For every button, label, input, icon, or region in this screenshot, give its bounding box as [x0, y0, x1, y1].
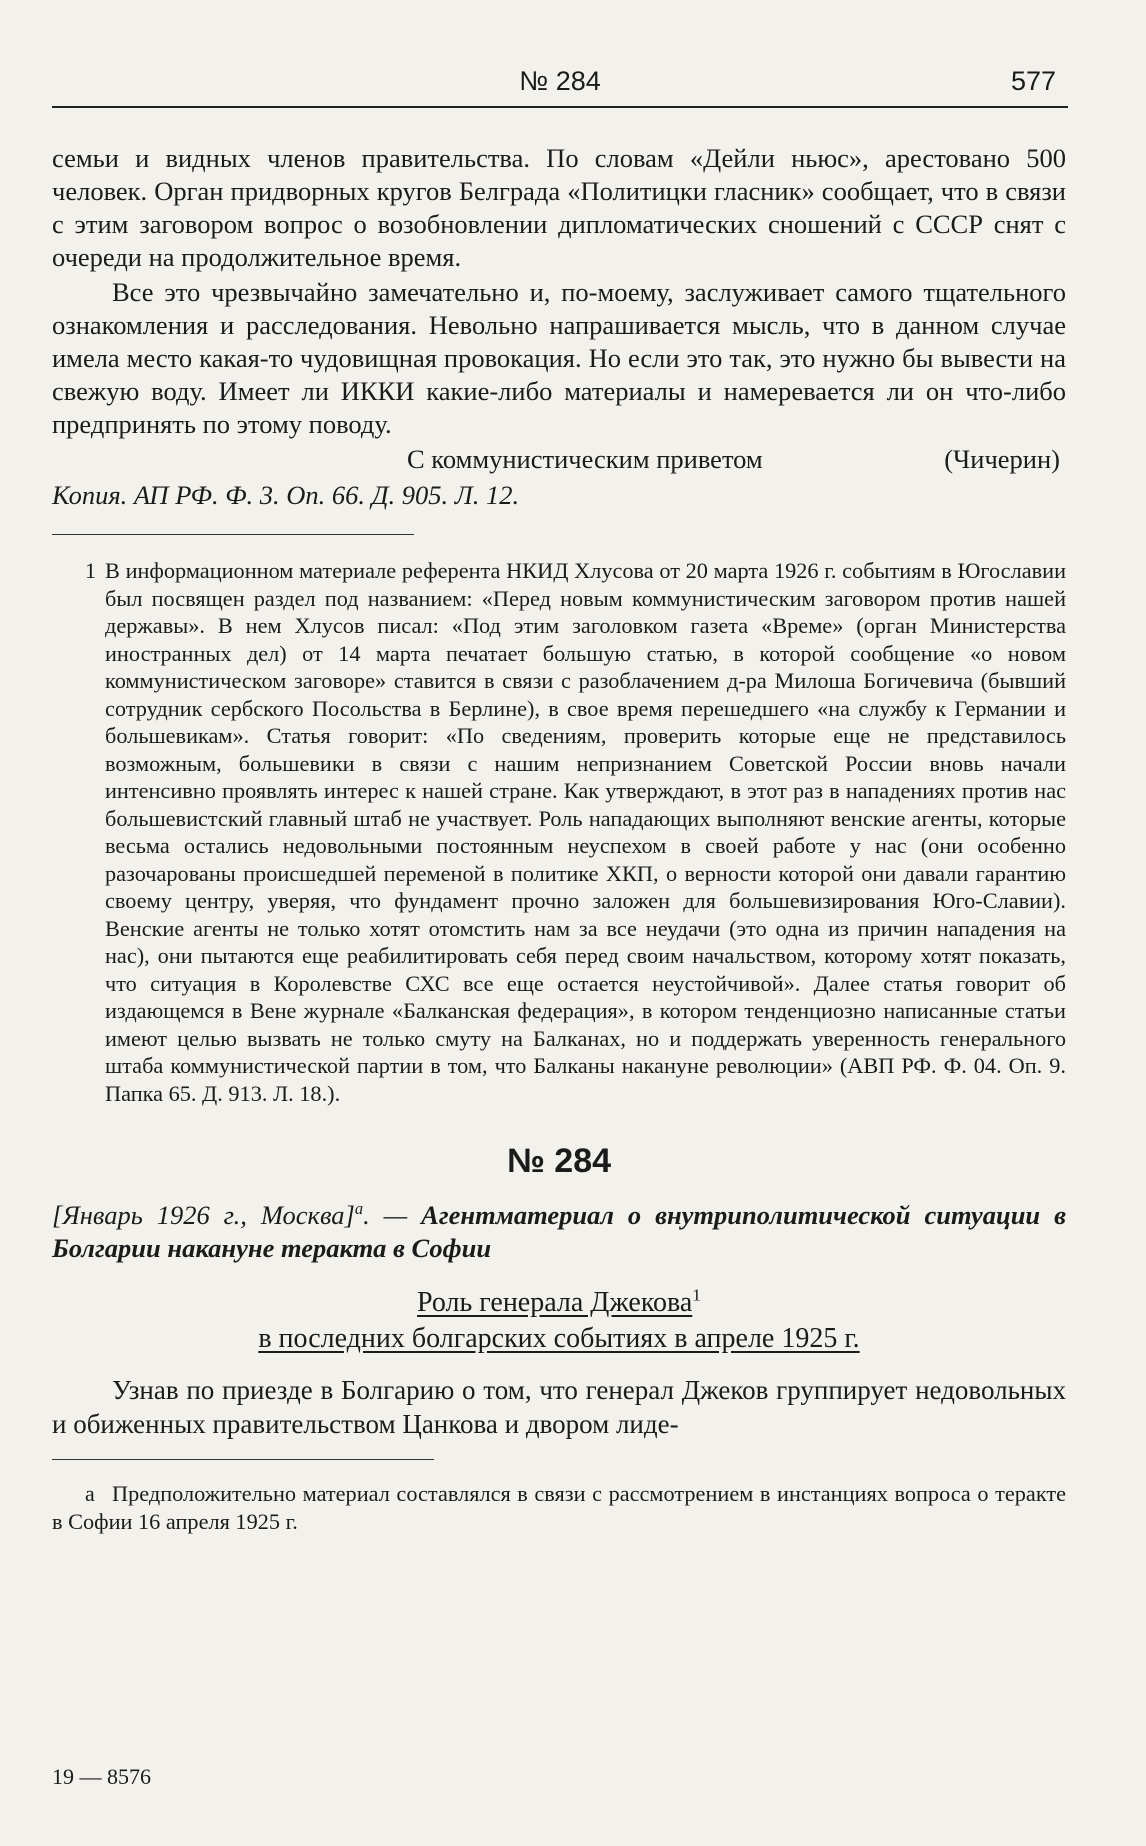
footnote-divider — [52, 534, 414, 535]
footnote-1-text: В информационном материале референта НКИД Хлусова от 20 марта 1926 г. событиям в Югославии был посвящен раздел под названием: «Перед новым коммунистическим заговором против нашей державы». В нем Хлусов писал: «Под этим заголовком газета «Време» (орган Министерства иностранных дел) от 14 марта печатает большую статью, в которой сообщение «о новом коммунистическом заговоре» ставится в связи с разоблачением д-ра Милоша Богичевича (бывший сотрудник сербского Посольства в Берлине), в свое время перешедшего «на службу к Германии и большевикам». Статья говорит: «По сведениям, проверить которые еще не представилось возможным, большевики в связи с нашим непризнанием Советской России вновь начали интенсивно проявлять интерес к нашей стране. Как утверждают, в этот раз в нападениях против нас большевистский главный штаб не участвует. Роль нападающих выполняют венские агенты, которые весьма остались недовольными постоянным неуспехом в своей работе у нас (они особенно разочарованы происшедшей переменой в политике ХКП, о верности которой они давали гарантию своему центру, уверяя, что фундамент прочно заложен для большевизирования Юго-Славии). Венские агенты не только хотят отомстить нам за все неудачи (это одна из причин нападения на нас), они пытаются еще реабилитировать себя перед своим начальством, которому хотят показать, что ситуация в Королевстве СХС все еще остается неустойчивой». Далее статья говорит об издающемся в Вене журнале «Балканская федерация», в котором тенденциозно написанные статьи имеют целью вызвать не только смуту на Балканах, но и поддержать уверенность генерального штаба коммунистической партии в том, что Балканы накануне революции» (АВП РФ. Ф. 04. Оп. 9. Папка 65. Д. 913. Л. 18.). — [105, 558, 1066, 1106]
subheading-line-1: Роль генерала Джекова — [417, 1287, 693, 1318]
document-description: Агентматериал о внутриполитической ситуации в Болгарии накануне теракта в Софии — [52, 1200, 1066, 1263]
document-date-place: [Январь 1926 г., Москва] — [52, 1200, 355, 1230]
document-number-heading: № 284 — [506, 1142, 612, 1180]
document-date-footnote-marker: а — [354, 1199, 364, 1219]
footnote-divider-2 — [52, 1459, 434, 1460]
footnote-a-text: Предположительно материал составлялся в связи с рассмотрением в инстанциях вопроса о теракте в Софии 16 апреля 1925 г. — [52, 1481, 1066, 1534]
subheading-line-2: в последних болгарских событиях в апреле 1925 г. — [258, 1323, 860, 1354]
footnote-1 — [52, 557, 1066, 1107]
subheading-footnote-marker: 1 — [692, 1285, 701, 1305]
paragraph-document-start: Узнав по приезде в Болгарию о том, что генерал Джеков группирует недовольных и обиженных правительством Цанкова и двором лиде- — [52, 1375, 1066, 1439]
closing-greeting: С коммунистическим приветом — [407, 444, 763, 474]
footnote-a-marker: а — [85, 1481, 95, 1506]
footnote-a — [52, 1480, 1066, 1535]
document-title-separator: . — — [363, 1200, 422, 1230]
page-number: 577 — [1010, 66, 1056, 96]
main-text-block — [52, 142, 1066, 1535]
section-subheading — [52, 1285, 1066, 1357]
archive-reference: Копия. АП РФ. Ф. 3. Оп. 66. Д. 905. Л. 12. — [52, 480, 520, 510]
document-title — [52, 1199, 1066, 1265]
running-doc-number: № 284 — [519, 66, 601, 96]
footnote-1-marker: 1 — [85, 558, 96, 583]
running-header — [52, 60, 1068, 108]
printer-signature-mark: 19 — 8576 — [52, 1764, 151, 1789]
signature-line — [52, 443, 1066, 477]
signer-name: (Чичерин) — [944, 444, 1060, 474]
paragraph-letter-body: Все это чрезвычайно замечательно и, по-моему, заслуживает самого тщательного ознакомления и расследования. Невольно напрашивается мысль, что в данном случае имела место какая-то чудовищная провокация. Но если это так, это нужно бы вывести на свежую воду. Имеет ли ИККИ какие-либо материалы и намеревается ли он что-либо предпринять по этому поводу. — [52, 277, 1066, 439]
paragraph-continued: семьи и видных членов правительства. По словам «Дейли ньюс», арестовано 500 человек. Орган придворных кругов Белграда «Политицки гласник» сообщает, что в связи с этим заговором вопрос о возобновлении дипломатических сношений с СССР снят с очереди на продолжительное время. — [52, 143, 1066, 272]
